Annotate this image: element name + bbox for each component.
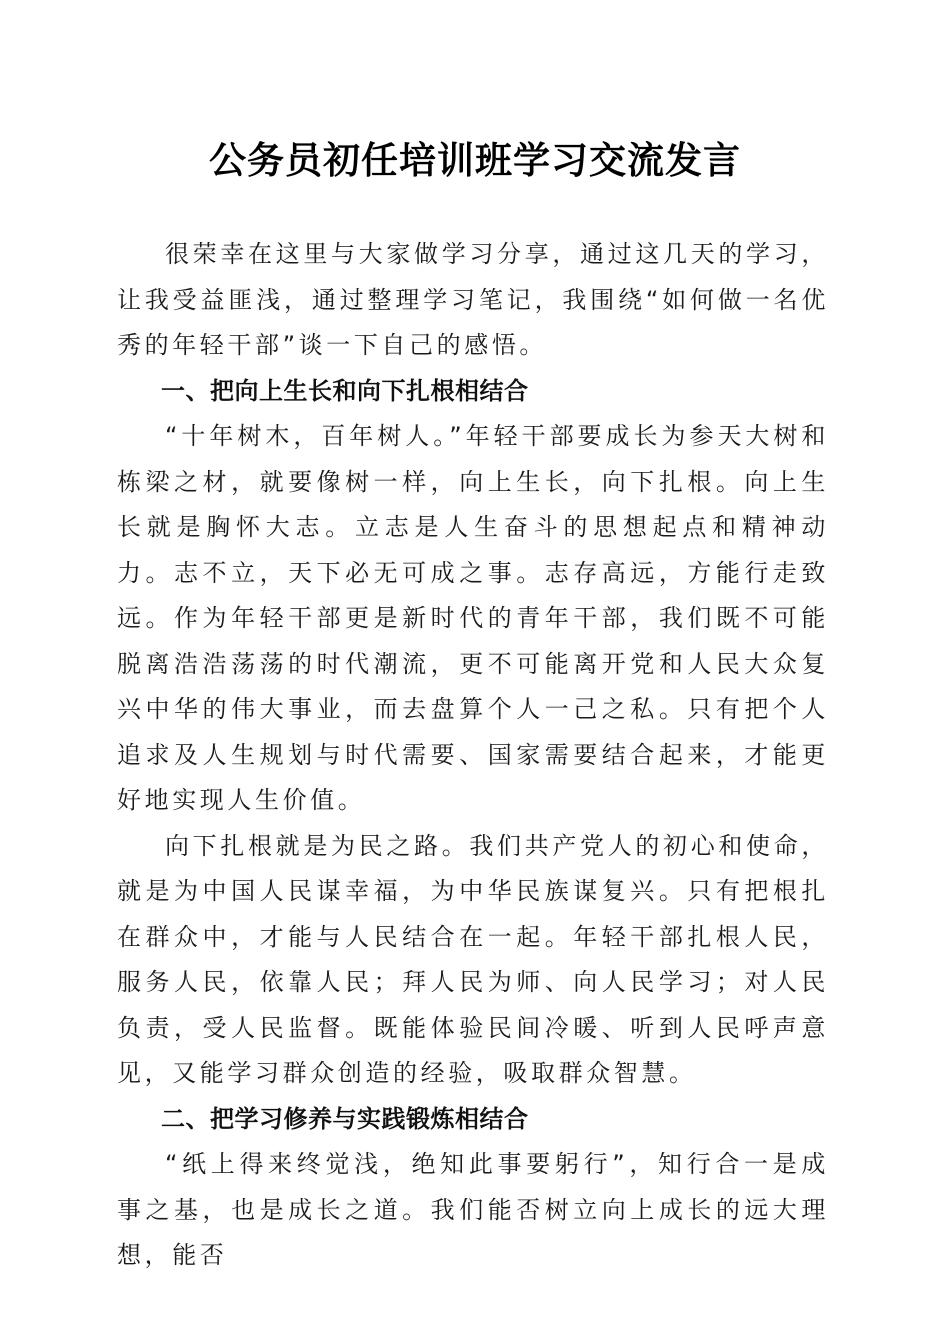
section-1-paragraph-2: 向下扎根就是为民之路。我们共产党人的初心和使命，就是为中国人民谋幸福，为中华民族谋复兴。只有把根扎在群众中，才能与人民结合在一起。年轻干部扎根人民，服务人民，依靠人民；拜人民为师、向人民学习；对人民负责，受人民监督。既能体验民间冷暖、听到人民呼声意见，又能学习群众创造的经验，吸取群众智慧。	[117, 831, 829, 1087]
section-heading-2: 二、把学习修养与实践锻炼相结合	[161, 1104, 529, 1133]
section-heading-1: 一、把向上生长和向下扎根相结合	[161, 376, 529, 405]
section-2-paragraph-1: “纸上得来终觉浅，绝知此事要躬行”，知行合一是成事之基，也是成长之道。我们能否树立向上成长的远大理想，能否	[117, 1150, 829, 1269]
document-body	[117, 232, 829, 1279]
intro-paragraph: 很荣幸在这里与大家做学习分享，通过这几天的学习，让我受益匪浅，通过整理学习笔记，我围绕“如何做一名优秀的年轻干部”谈一下自己的感悟。	[117, 240, 829, 359]
section-1-paragraph-1: “十年树木，百年树人。”年轻干部要成长为参天大树和栋梁之材，就要像树一样，向上生长，向下扎根。向上生长就是胸怀大志。立志是人生奋斗的思想起点和精神动力。志不立，天下必无可成之事。志存高远，方能行走致远。作为年轻干部更是新时代的青年干部，我们既不可能脱离浩浩荡荡的时代潮流，更不可能离开党和人民大众复兴中华的伟大事业，而去盘算个人一己之私。只有把个人追求及人生规划与时代需要、国家需要结合起来，才能更好地实现人生价值。	[117, 422, 829, 814]
document-title: 公务员初任培训班学习交流发言	[209, 138, 741, 182]
